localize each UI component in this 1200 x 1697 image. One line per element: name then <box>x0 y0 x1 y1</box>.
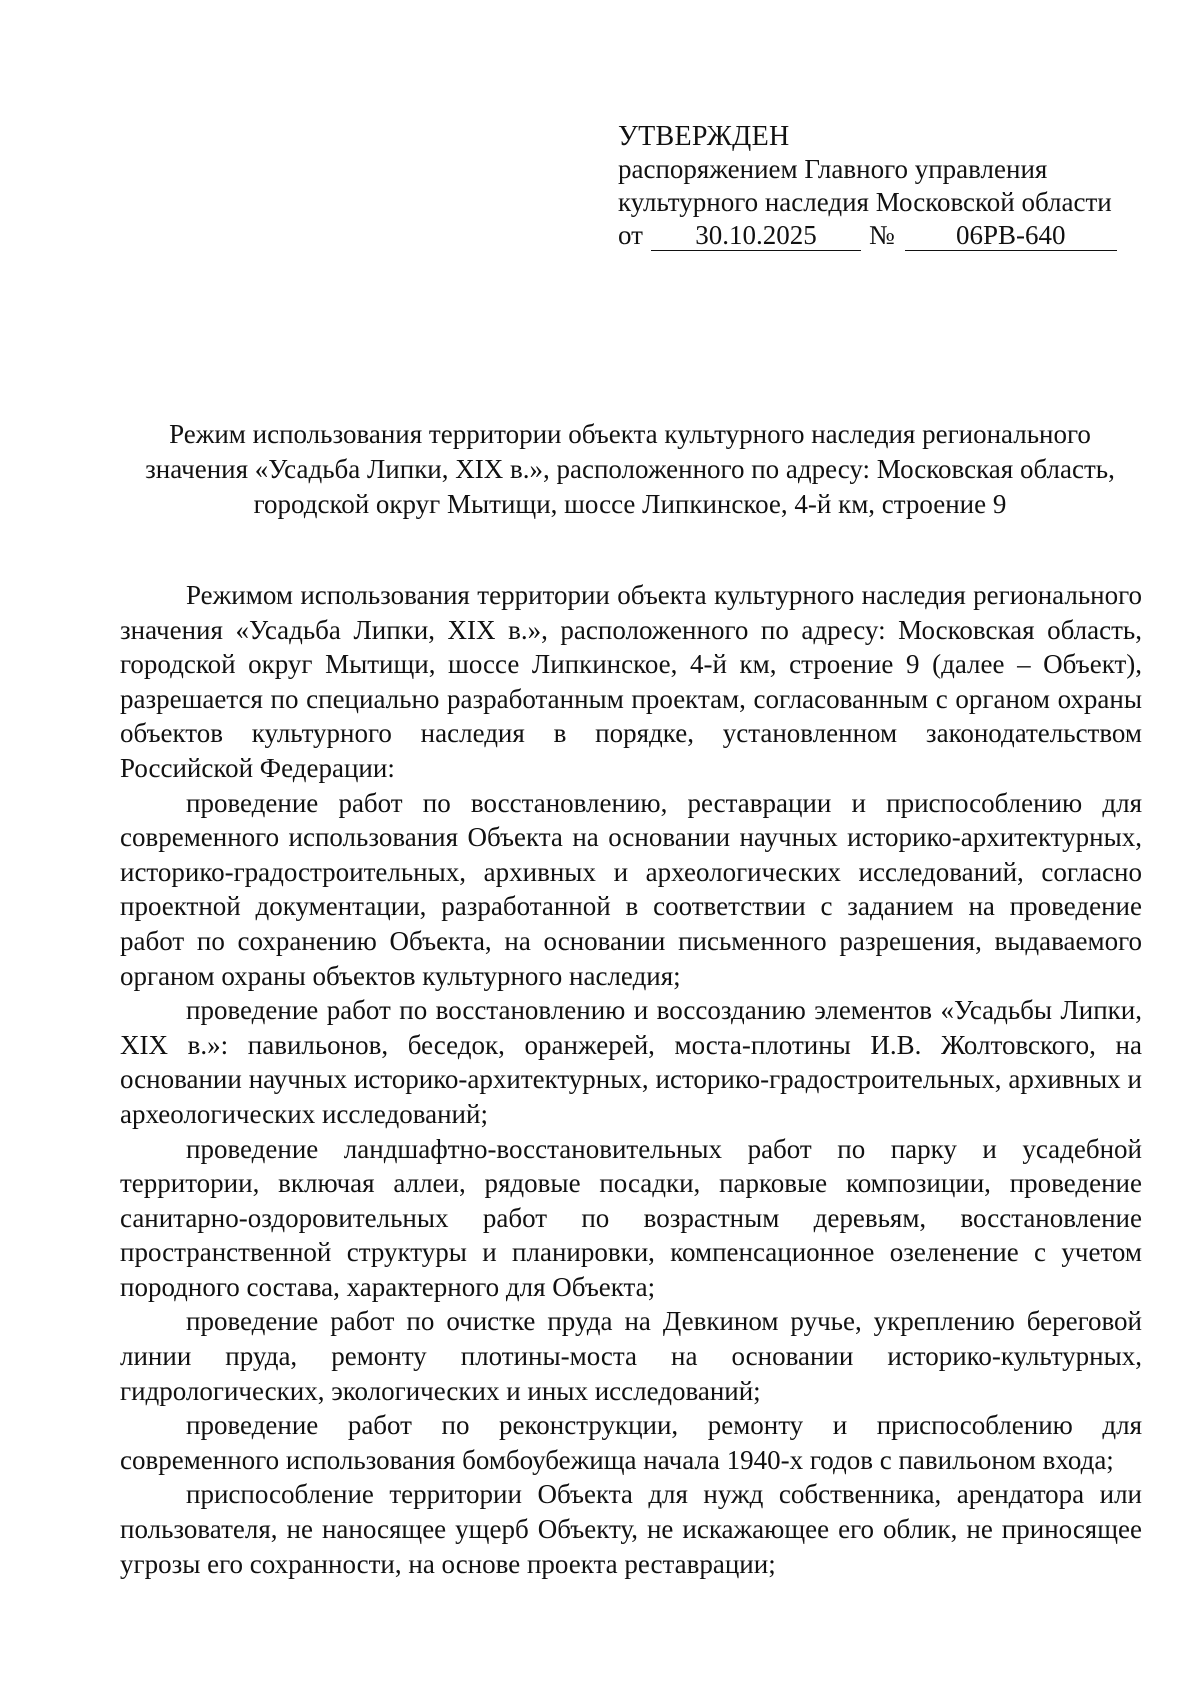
body-paragraph-landscape: проведение ландшафтно-восстановительных работ по парку и усадебной территории, включая аллеи, рядовые посадки, парковые композиции, проведение санитарно-оздоровительных работ по возрастным деревьям, восстановление пространственной структуры и планировки, компенсационное озеленение с учетом породного состава, характерного для Объекта; <box>120 1133 1142 1302</box>
number-sign: № <box>868 220 895 250</box>
body-paragraph-intro: Режимом использования территории объекта культурного наследия регионального значения «Усадьба Липки, XIX в.», расположенного по адресу: Московская область, городской округ Мытищи, шоссе Липкинское, 4-й км, строение 9 (далее – Объект), разрешается по специально разработанным проектам, согласованным с органом охраны объектов культурного наследия в порядке, установленном законодательством Российской Федерации: <box>120 580 1142 783</box>
title-line-2: значения «Усадьба Липки, XIX в.», расположенного по адресу: Московская область, <box>145 454 1115 484</box>
approval-stamp: УТВЕРЖДЕН <box>618 121 790 152</box>
approval-authority-line-2: культурного наследия Московской области <box>618 187 1112 217</box>
approval-authority-line-1: распоряжением Главного управления <box>618 154 1048 184</box>
body-paragraph-reconstruction: проведение работ по восстановлению и воссозданию элементов «Усадьбы Липки, XIX в.»: павильонов, беседок, оранжерей, моста-плотины И.В. Жолтовского, на основании научных историко-архитектурных, историко-градостроительных, архивных и археологических исследований; <box>120 995 1142 1129</box>
approval-number: 06РВ-640 <box>905 220 1117 251</box>
body-paragraph-restoration: проведение работ по восстановлению, реставрации и приспособлению для современного использования Объекта на основании научных историко-архитектурных, историко-градостроительных, архивных и археологических исследований, согласно проектной документации, разработанной в соответствии с заданием на проведение работ по сохранению Объекта, на основании письменного разрешения, выдаваемого органом охраны объектов культурного наследия; <box>120 787 1142 991</box>
body-paragraph-shelter: проведение работ по реконструкции, ремонту и приспособлению для современного использования бомбоубежища начала 1940-х годов с павильоном входа; <box>120 1410 1142 1475</box>
approval-block <box>618 120 1138 252</box>
document-title <box>120 417 1140 522</box>
title-line-1: Режим использования территории объекта культурного наследия регионального <box>169 419 1091 449</box>
document-body <box>120 578 1142 1581</box>
approval-reference <box>618 219 1138 252</box>
date-prefix: от <box>618 220 643 250</box>
title-line-3: городской округ Мытищи, шоссе Липкинское, 4-й км, строение 9 <box>253 489 1007 519</box>
body-paragraph-adaptation: приспособление территории Объекта для нужд собственника, арендатора или пользователя, не наносящее ущерб Объекту, не искажающее его облик, не приносящее угрозы его сохранности, на основе проекта реставрации; <box>120 1479 1142 1579</box>
approval-date: 30.10.2025 <box>651 220 861 251</box>
body-paragraph-pond: проведение работ по очистке пруда на Девкином ручье, укреплению береговой линии пруда, ремонту плотины-моста на основании историко-культурных, гидрологических, экологических и иных исследований; <box>120 1306 1142 1406</box>
